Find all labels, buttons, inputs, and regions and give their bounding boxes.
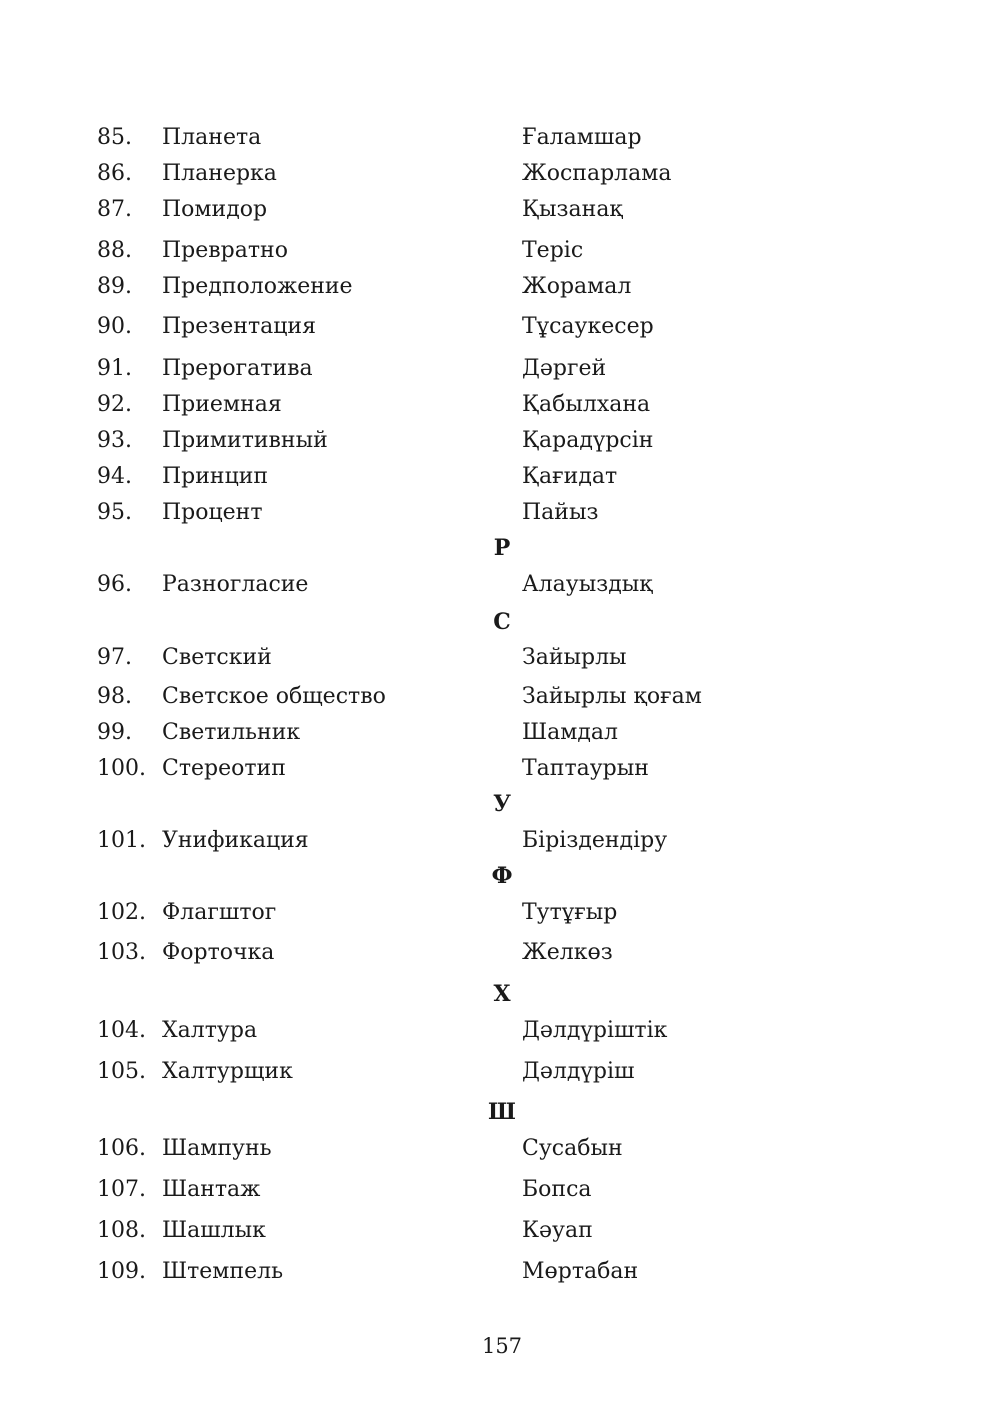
russian-term: Шампунь — [162, 1136, 272, 1161]
entry-row — [0, 1215, 1004, 1247]
entry-row — [0, 717, 1004, 749]
section-letter: Х — [493, 981, 511, 1007]
entry-number: 97. — [97, 645, 132, 670]
kazakh-term: Жоспарлама — [522, 161, 672, 186]
entry-row — [0, 389, 1004, 421]
kazakh-term: Қабылхана — [522, 392, 651, 417]
entry-row — [0, 271, 1004, 303]
entry-number: 86. — [97, 161, 132, 186]
entry-row — [0, 158, 1004, 190]
russian-term: Халтурщик — [162, 1059, 293, 1084]
russian-term: Планерка — [162, 161, 277, 186]
entry-row — [0, 753, 1004, 785]
entry-row — [0, 497, 1004, 529]
entry-row — [0, 122, 1004, 154]
entry-number: 96. — [97, 572, 132, 597]
kazakh-term: Тұсаукесер — [522, 314, 654, 339]
entry-row — [0, 642, 1004, 674]
russian-term: Помидор — [162, 197, 268, 222]
entry-number: 93. — [97, 428, 132, 453]
entry-number: 102. — [97, 900, 146, 925]
entry-number: 85. — [97, 125, 132, 150]
entry-row — [0, 425, 1004, 457]
kazakh-term: Ғаламшар — [522, 125, 642, 150]
section-letter: Ф — [491, 863, 513, 889]
kazakh-term: Сусабын — [522, 1136, 623, 1161]
kazakh-term: Теріс — [522, 238, 584, 263]
entry-number: 91. — [97, 356, 132, 381]
russian-term: Прерогатива — [162, 356, 313, 381]
entry-row — [0, 569, 1004, 601]
russian-term: Презентация — [162, 314, 316, 339]
entry-row — [0, 1133, 1004, 1165]
entry-number: 106. — [97, 1136, 146, 1161]
kazakh-term: Алауыздық — [522, 572, 653, 597]
russian-term: Халтура — [162, 1018, 258, 1043]
entry-number: 87. — [97, 197, 132, 222]
entry-row — [0, 461, 1004, 493]
russian-term: Флагштог — [162, 900, 277, 925]
kazakh-term: Жорамал — [522, 274, 632, 299]
entry-number: 104. — [97, 1018, 146, 1043]
entry-row — [0, 937, 1004, 969]
kazakh-term: Қағидат — [522, 464, 618, 489]
entry-number: 94. — [97, 464, 132, 489]
entry-number: 109. — [97, 1259, 146, 1284]
entry-number: 90. — [97, 314, 132, 339]
entry-number: 92. — [97, 392, 132, 417]
entry-row — [0, 1056, 1004, 1088]
kazakh-term: Дәлдүріш — [522, 1059, 635, 1084]
entry-row — [0, 825, 1004, 857]
kazakh-term: Таптаурын — [522, 756, 649, 781]
kazakh-term: Мөртабан — [522, 1259, 639, 1284]
kazakh-term: Біріздендіру — [522, 828, 668, 853]
entry-row — [0, 681, 1004, 713]
entry-row — [0, 311, 1004, 343]
russian-term: Принцип — [162, 464, 269, 489]
entry-row — [0, 1015, 1004, 1047]
russian-term: Светский — [162, 645, 272, 670]
entry-number: 88. — [97, 238, 132, 263]
kazakh-term: Қарадүрсін — [522, 428, 654, 453]
entry-row — [0, 353, 1004, 385]
kazakh-term: Тутұғыр — [522, 900, 618, 925]
russian-term: Процент — [162, 500, 263, 525]
entry-row — [0, 1174, 1004, 1206]
russian-term: Светильник — [162, 720, 301, 745]
section-letter: Р — [493, 535, 511, 561]
kazakh-term: Зайырлы қоғам — [522, 684, 702, 709]
entry-number: 98. — [97, 684, 132, 709]
kazakh-term: Бопса — [522, 1177, 592, 1202]
russian-term: Шашлык — [162, 1218, 266, 1243]
kazakh-term: Желкөз — [522, 940, 613, 965]
entry-row — [0, 194, 1004, 226]
russian-term: Стереотип — [162, 756, 286, 781]
section-letter: С — [493, 609, 511, 635]
kazakh-term: Шамдал — [522, 720, 618, 745]
section-letter: У — [493, 791, 511, 817]
russian-term: Шантаж — [162, 1177, 261, 1202]
russian-term: Превратно — [162, 238, 288, 263]
kazakh-term: Зайырлы — [522, 645, 627, 670]
kazakh-term: Қызанақ — [522, 197, 623, 222]
entry-number: 101. — [97, 828, 146, 853]
entry-number: 99. — [97, 720, 132, 745]
kazakh-term: Дәргей — [522, 356, 607, 381]
russian-term: Предположение — [162, 274, 353, 299]
entry-row — [0, 1256, 1004, 1288]
entry-number: 100. — [97, 756, 146, 781]
russian-term: Разногласие — [162, 572, 309, 597]
russian-term: Планета — [162, 125, 262, 150]
kazakh-term: Кәуап — [522, 1218, 593, 1243]
kazakh-term: Пайыз — [522, 500, 599, 525]
kazakh-term: Дәлдүріштік — [522, 1018, 668, 1043]
entry-row — [0, 235, 1004, 267]
entry-row — [0, 897, 1004, 929]
entry-number: 108. — [97, 1218, 146, 1243]
entry-number: 89. — [97, 274, 132, 299]
section-letter: Ш — [488, 1099, 516, 1125]
russian-term: Форточка — [162, 940, 275, 965]
russian-term: Приемная — [162, 392, 282, 417]
russian-term: Штемпель — [162, 1259, 284, 1284]
entry-number: 103. — [97, 940, 146, 965]
russian-term: Примитивный — [162, 428, 328, 453]
page-number: 157 — [481, 1334, 523, 1358]
russian-term: Унификация — [162, 828, 309, 853]
entry-number: 105. — [97, 1059, 146, 1084]
russian-term: Светское общество — [162, 684, 386, 709]
entry-number: 107. — [97, 1177, 146, 1202]
entry-number: 95. — [97, 500, 132, 525]
